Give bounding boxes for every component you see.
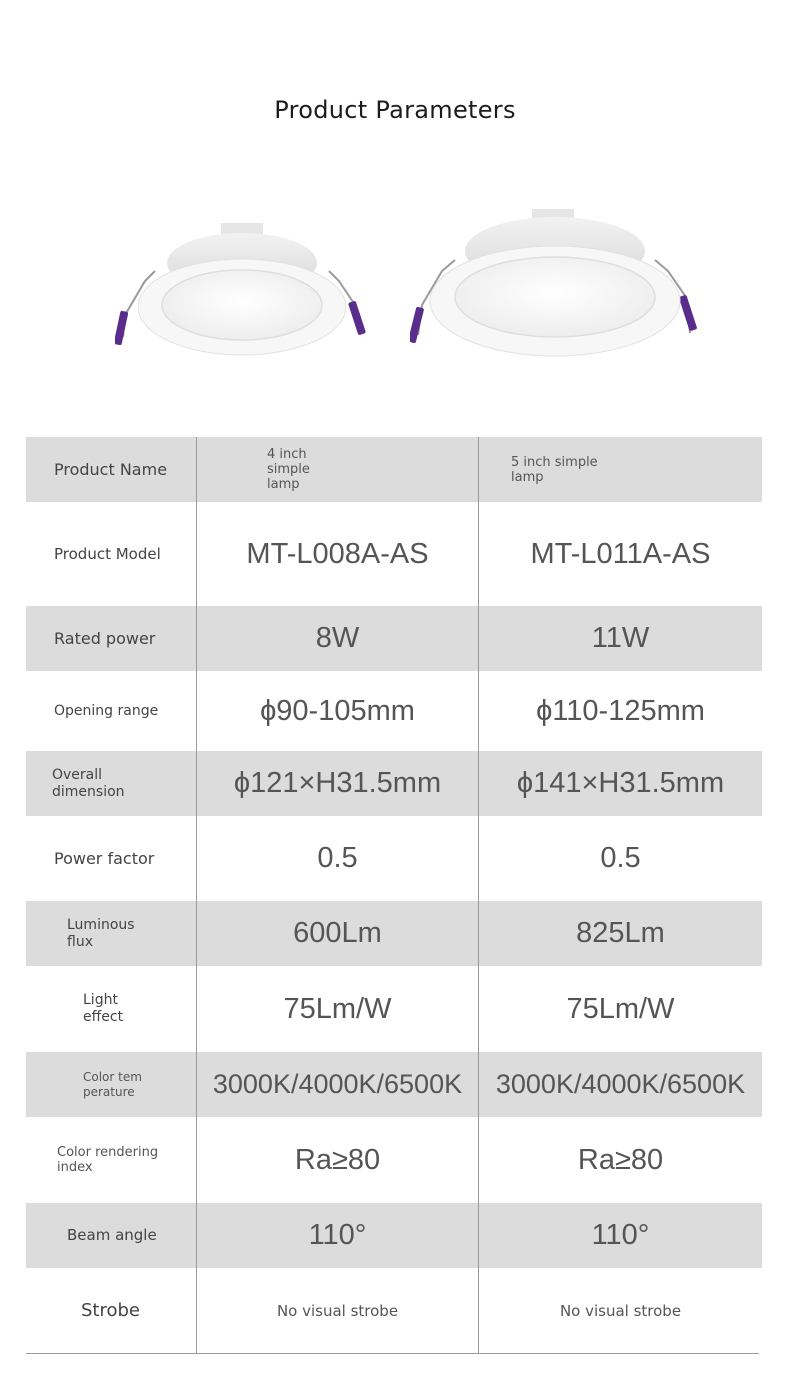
value-5inch: 3000K/4000K/6500K: [495, 1069, 746, 1099]
table-row: [26, 1117, 762, 1203]
table-row: [26, 606, 762, 671]
table-bottom-border: [26, 1353, 759, 1354]
value-5inch: 0.5: [600, 842, 641, 874]
value-4inch: 4 inch simple lamp: [267, 447, 310, 492]
table-row: [26, 502, 762, 606]
value-4inch: No visual strobe: [276, 1301, 399, 1320]
row-label: Beam angle: [67, 1226, 157, 1244]
row-label: Color rendering index: [57, 1145, 159, 1175]
row-label: Product Model: [54, 544, 161, 563]
row-label: Luminous flux: [67, 916, 135, 950]
row-label: Overall dimension: [52, 766, 125, 800]
table-row: [26, 437, 762, 502]
downlight-4inch-icon: [115, 215, 370, 360]
value-5inch: No visual strobe: [559, 1301, 682, 1320]
row-label: Opening range: [54, 702, 159, 719]
downlight-5inch-icon: [410, 205, 700, 363]
table-row: [26, 671, 762, 751]
column-divider: [478, 437, 479, 1354]
value-5inch: ϕ141×H31.5mm: [516, 767, 725, 799]
value-5inch: 825Lm: [576, 917, 665, 949]
value-5inch: 75Lm/W: [566, 992, 675, 1025]
value-4inch: 3000K/4000K/6500K: [212, 1069, 463, 1099]
value-5inch: ϕ110-125mm: [536, 694, 705, 727]
row-label: Light effect: [83, 992, 124, 1025]
row-label: Product Name: [54, 460, 168, 479]
table-row: [26, 966, 762, 1052]
value-5inch: MT-L011A-AS: [530, 537, 711, 570]
row-label: Color tem perature: [83, 1069, 142, 1099]
spec-table: [26, 437, 762, 1353]
table-row: [26, 751, 762, 816]
table-row: [26, 1052, 762, 1117]
value-4inch: 8W: [315, 622, 360, 654]
value-4inch: 0.5: [317, 842, 358, 874]
table-row: [26, 816, 762, 901]
value-5inch: Ra≥80: [577, 1143, 664, 1176]
value-4inch: ϕ90-105mm: [260, 694, 415, 727]
value-4inch: ϕ121×H31.5mm: [233, 767, 442, 799]
value-4inch: MT-L008A-AS: [246, 537, 429, 570]
table-row: [26, 1268, 762, 1353]
column-divider: [196, 437, 197, 1354]
value-5inch: 110°: [591, 1219, 650, 1251]
page-title: Product Parameters: [274, 96, 516, 124]
row-label: Power factor: [54, 849, 155, 868]
value-5inch: 5 inch simple lamp: [511, 454, 598, 485]
row-label: Strobe: [81, 1300, 141, 1321]
product-images: [0, 195, 790, 370]
value-4inch: Ra≥80: [294, 1143, 381, 1176]
row-label: Rated power: [54, 629, 156, 648]
table-row: [26, 901, 762, 966]
value-4inch: 110°: [308, 1219, 367, 1251]
value-5inch: 11W: [591, 622, 650, 654]
table-row: [26, 1203, 762, 1268]
value-4inch: 600Lm: [293, 917, 382, 949]
value-4inch: 75Lm/W: [283, 992, 392, 1025]
